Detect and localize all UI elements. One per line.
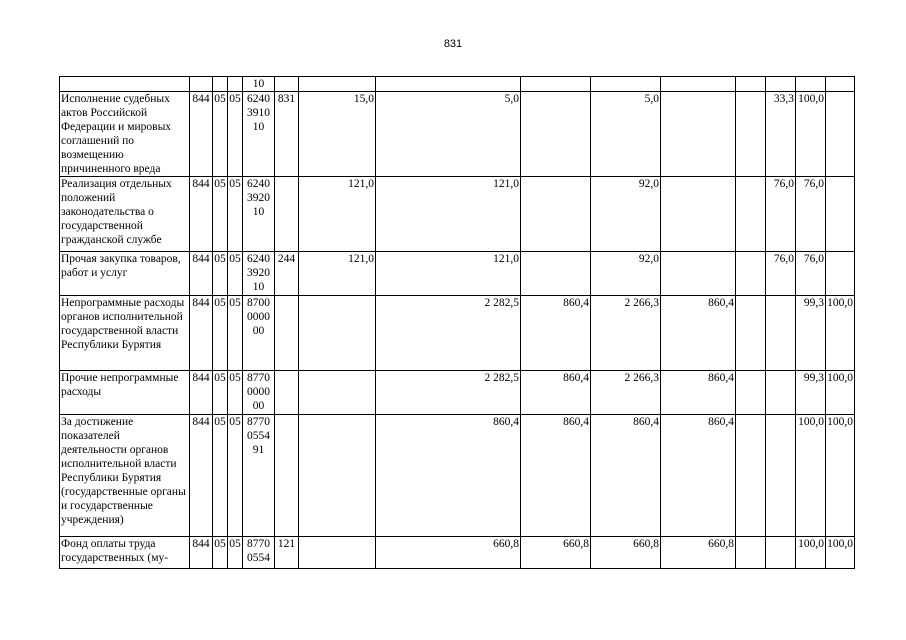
amount-cell: 860,4 xyxy=(661,296,736,371)
section-code-cell: 05 xyxy=(213,252,228,296)
amount-cell: 2 266,3 xyxy=(591,371,661,415)
item-name-cell: За достижение показателей деятельности органов исполнительной власти Республики Бурятия (государственные органы и государственные учреждения) xyxy=(60,415,190,537)
section-code-cell: 05 xyxy=(213,92,228,177)
amount-cell: 660,8 xyxy=(661,537,736,569)
amount-cell xyxy=(591,77,661,92)
expense-type-cell xyxy=(275,371,299,415)
amount-cell: 121,0 xyxy=(376,252,521,296)
expense-type-cell xyxy=(275,296,299,371)
target-article-cell: 10 xyxy=(243,77,275,92)
subsection-code-cell: 05 xyxy=(228,537,243,569)
subsection-code-cell: 05 xyxy=(228,92,243,177)
amount-cell xyxy=(826,77,855,92)
amount-cell: 92,0 xyxy=(591,177,661,252)
amount-cell: 100,0 xyxy=(796,415,826,537)
item-name-cell: Фонд оплаты труда государственных (му- xyxy=(60,537,190,569)
amount-cell xyxy=(736,371,766,415)
amount-cell xyxy=(299,415,376,537)
amount-cell: 99,3 xyxy=(796,371,826,415)
target-article-cell: 6240 3920 10 xyxy=(243,252,275,296)
item-name-cell: Исполнение судебных актов Российской Федерации и мировых соглашений по возмещению причиненного вреда xyxy=(60,92,190,177)
subsection-code-cell xyxy=(228,77,243,92)
amount-cell xyxy=(766,371,796,415)
ministry-code-cell: 844 xyxy=(190,415,213,537)
amount-cell: 2 266,3 xyxy=(591,296,661,371)
ministry-code-cell: 844 xyxy=(190,296,213,371)
amount-cell: 76,0 xyxy=(796,177,826,252)
amount-cell xyxy=(736,92,766,177)
target-article-cell: 8770 0554 91 xyxy=(243,415,275,537)
section-code-cell: 05 xyxy=(213,371,228,415)
amount-cell xyxy=(521,252,591,296)
subsection-code-cell: 05 xyxy=(228,296,243,371)
amount-cell xyxy=(826,252,855,296)
amount-cell xyxy=(736,537,766,569)
amount-cell: 100,0 xyxy=(826,537,855,569)
subsection-code-cell: 05 xyxy=(228,415,243,537)
amount-cell: 100,0 xyxy=(796,537,826,569)
amount-cell: 860,4 xyxy=(376,415,521,537)
amount-cell xyxy=(766,296,796,371)
target-article-cell: 6240 3920 10 xyxy=(243,177,275,252)
amount-cell: 860,4 xyxy=(521,415,591,537)
table-row xyxy=(60,92,855,177)
table-row xyxy=(60,296,855,371)
ministry-code-cell: 844 xyxy=(190,371,213,415)
item-name-cell: Прочая закупка товаров, работ и услуг xyxy=(60,252,190,296)
amount-cell: 100,0 xyxy=(796,92,826,177)
amount-cell: 2 282,5 xyxy=(376,296,521,371)
amount-cell: 860,4 xyxy=(521,296,591,371)
expense-type-cell: 121 xyxy=(275,537,299,569)
section-code-cell: 05 xyxy=(213,177,228,252)
table-row xyxy=(60,415,855,537)
table-row xyxy=(60,77,855,92)
subsection-code-cell: 05 xyxy=(228,252,243,296)
amount-cell: 5,0 xyxy=(376,92,521,177)
amount-cell xyxy=(521,92,591,177)
item-name-cell: Реализация отдельных положений законодательства о государственной гражданской службе xyxy=(60,177,190,252)
section-code-cell: 05 xyxy=(213,537,228,569)
amount-cell: 860,4 xyxy=(591,415,661,537)
subsection-code-cell: 05 xyxy=(228,177,243,252)
item-name-cell: Непрограммные расходы органов исполнительной государственной власти Республики Бурятия xyxy=(60,296,190,371)
amount-cell: 76,0 xyxy=(766,252,796,296)
amount-cell xyxy=(299,77,376,92)
budget-table xyxy=(59,76,855,569)
amount-cell: 92,0 xyxy=(591,252,661,296)
target-article-cell: 6240 3910 10 xyxy=(243,92,275,177)
table-row xyxy=(60,252,855,296)
amount-cell xyxy=(376,77,521,92)
amount-cell xyxy=(736,296,766,371)
amount-cell: 660,8 xyxy=(521,537,591,569)
amount-cell: 33,3 xyxy=(766,92,796,177)
target-article-cell: 8770 0554 xyxy=(243,537,275,569)
amount-cell xyxy=(299,296,376,371)
target-article-cell: 8770 0000 00 xyxy=(243,371,275,415)
amount-cell: 121,0 xyxy=(299,177,376,252)
amount-cell xyxy=(661,77,736,92)
amount-cell xyxy=(736,252,766,296)
amount-cell xyxy=(521,77,591,92)
amount-cell xyxy=(661,252,736,296)
amount-cell: 860,4 xyxy=(661,415,736,537)
expense-type-cell xyxy=(275,415,299,537)
amount-cell xyxy=(299,371,376,415)
amount-cell xyxy=(736,415,766,537)
amount-cell: 660,8 xyxy=(376,537,521,569)
amount-cell: 15,0 xyxy=(299,92,376,177)
amount-cell xyxy=(766,77,796,92)
amount-cell: 76,0 xyxy=(796,252,826,296)
expense-type-cell: 244 xyxy=(275,252,299,296)
amount-cell: 100,0 xyxy=(826,296,855,371)
amount-cell xyxy=(826,177,855,252)
amount-cell: 5,0 xyxy=(591,92,661,177)
amount-cell xyxy=(796,77,826,92)
amount-cell xyxy=(661,92,736,177)
section-code-cell xyxy=(213,77,228,92)
page-number: 831 xyxy=(443,38,463,50)
section-code-cell: 05 xyxy=(213,296,228,371)
expense-type-cell xyxy=(275,77,299,92)
subsection-code-cell: 05 xyxy=(228,371,243,415)
expense-type-cell: 831 xyxy=(275,92,299,177)
amount-cell: 860,4 xyxy=(661,371,736,415)
expense-type-cell xyxy=(275,177,299,252)
amount-cell xyxy=(766,415,796,537)
amount-cell xyxy=(736,77,766,92)
amount-cell: 121,0 xyxy=(376,177,521,252)
amount-cell xyxy=(826,92,855,177)
amount-cell xyxy=(521,177,591,252)
amount-cell xyxy=(736,177,766,252)
amount-cell: 660,8 xyxy=(591,537,661,569)
amount-cell xyxy=(661,177,736,252)
item-name-cell: Прочие непрограммные расходы xyxy=(60,371,190,415)
ministry-code-cell xyxy=(190,77,213,92)
table-row xyxy=(60,177,855,252)
target-article-cell: 8700 0000 00 xyxy=(243,296,275,371)
amount-cell: 99,3 xyxy=(796,296,826,371)
section-code-cell: 05 xyxy=(213,415,228,537)
table-row xyxy=(60,537,855,569)
ministry-code-cell: 844 xyxy=(190,252,213,296)
amount-cell: 76,0 xyxy=(766,177,796,252)
amount-cell: 121,0 xyxy=(299,252,376,296)
amount-cell: 2 282,5 xyxy=(376,371,521,415)
amount-cell: 100,0 xyxy=(826,415,855,537)
amount-cell: 100,0 xyxy=(826,371,855,415)
amount-cell xyxy=(299,537,376,569)
item-name-cell xyxy=(60,77,190,92)
ministry-code-cell: 844 xyxy=(190,177,213,252)
ministry-code-cell: 844 xyxy=(190,537,213,569)
amount-cell: 860,4 xyxy=(521,371,591,415)
table-row xyxy=(60,371,855,415)
ministry-code-cell: 844 xyxy=(190,92,213,177)
amount-cell xyxy=(766,537,796,569)
